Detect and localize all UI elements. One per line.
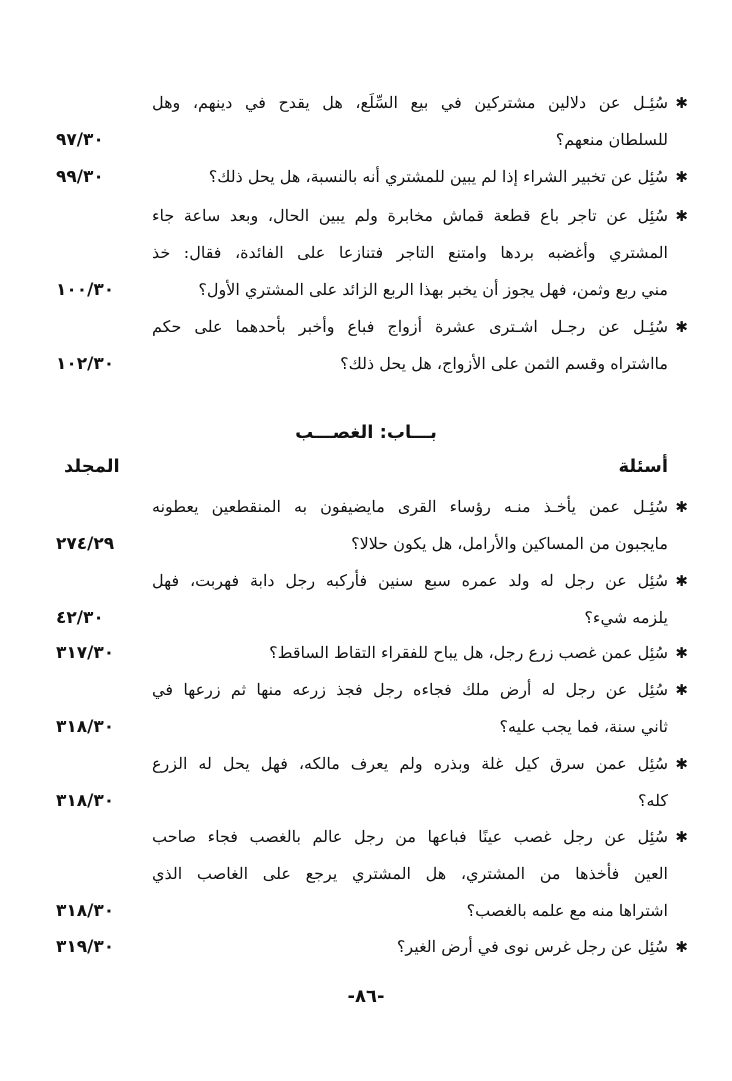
question-line: مايجبون من المساكين والأرامل، هل يكون حلالا؟ — [351, 534, 668, 553]
volume-page-ref: ٤٢/٣٠ — [56, 608, 104, 628]
column-header-questions: أسئلة — [618, 456, 668, 477]
question-line: للسلطان منعهم؟ — [555, 130, 668, 149]
question-line: مااشتراه وقسم الثمن على الأزواج، هل يحل ذلك؟ — [340, 354, 668, 373]
question-line: سُئِل عن رجل له ولد عمره سبع سنين فأركبه رجل دابة فهربت، فهل — [152, 571, 668, 590]
column-header-volume: المجلد — [64, 456, 120, 477]
question-line: سُئِل عن رجل غصب عينًا فباعها من رجل عالم بالغصب فجاء صاحب — [152, 827, 668, 846]
volume-page-ref: ٩٧/٣٠ — [56, 130, 104, 150]
volume-page-ref: ١٠٠/٣٠ — [56, 280, 115, 300]
volume-page-ref: ٣١٩/٣٠ — [56, 937, 115, 957]
volume-page-ref: ٢٧٤/٢٩ — [56, 534, 115, 554]
question-line: اشتراها منه مع علمه بالغصب؟ — [466, 901, 668, 920]
question-line: سُئِـل عن رجـل اشـترى عشرة أزواج فباع وأخبر بأحدهما على حكم — [152, 317, 668, 336]
question-line: سُئِـل عن دلالين مشتركين في بيع السِّلَع، هل يقدح في دينهم، وهل — [152, 93, 668, 112]
question-line: سُئِل عمن سرق كيل غلة وبذره ولم يعرف مالكه، فهل يحل له الزرع — [152, 754, 668, 773]
volume-page-ref: ٣١٨/٣٠ — [56, 791, 115, 811]
question-line: سُئِل عن رجل له أرض ملك فجاءه رجل فجذ زرعه منها ثم زرعها في — [152, 680, 668, 699]
question-line: سُئِل عمن غصب زرع رجل، هل يباح للفقراء التقاط الساقط؟ — [269, 643, 668, 662]
bullet-star-icon: ✱ — [675, 498, 688, 516]
page-number: -٨٦- — [347, 986, 385, 1007]
bullet-star-icon: ✱ — [675, 207, 688, 225]
bullet-star-icon: ✱ — [675, 828, 688, 846]
question-line: سُئِـل عمن يأخـذ منـه رؤساء القرى مايضيفون به المنقطعين يعطونه — [152, 497, 668, 516]
question-line: كله؟ — [638, 791, 668, 810]
volume-page-ref: ٣١٧/٣٠ — [56, 643, 115, 663]
bullet-star-icon: ✱ — [675, 572, 688, 590]
bullet-star-icon: ✱ — [675, 644, 688, 662]
bullet-star-icon: ✱ — [675, 938, 688, 956]
bullet-star-icon: ✱ — [675, 681, 688, 699]
bullet-star-icon: ✱ — [675, 318, 688, 336]
question-line: مني ربع وثمن، فهل يجوز أن يخبر بهذا الربع الزائد على المشتري الأول؟ — [198, 280, 668, 299]
question-line: ثاني سنة، فما يجب عليه؟ — [499, 717, 668, 736]
question-line: يلزمه شيء؟ — [584, 608, 668, 627]
question-line: سُئِل عن تخبير الشراء إذا لم يبين للمشتري أنه بالنسبة، هل يحل ذلك؟ — [208, 167, 668, 186]
volume-page-ref: ٩٩/٣٠ — [56, 167, 104, 187]
bullet-star-icon: ✱ — [675, 94, 688, 112]
section-title: بـــاب: الغصـــب — [295, 422, 437, 443]
question-line: المشتري وأغضبه بردها وامتنع التاجر فتنازعا على الفائدة، فقال: خذ — [152, 243, 668, 262]
bullet-star-icon: ✱ — [675, 755, 688, 773]
bullet-star-icon: ✱ — [675, 168, 688, 186]
question-line: سُئِل عن تاجر باع قطعة قماش مخابرة ولم يبين الحال، وبعد ساعة جاء — [152, 206, 668, 225]
volume-page-ref: ٣١٨/٣٠ — [56, 717, 115, 737]
volume-page-ref: ٣١٨/٣٠ — [56, 901, 115, 921]
volume-page-ref: ١٠٢/٣٠ — [56, 354, 115, 374]
question-line: العين فأخذها من المشتري، هل المشتري يرجع على الغاصب الذي — [152, 864, 668, 883]
question-line: سُئِل عن رجل غرس نوى في أرض الغير؟ — [396, 937, 668, 956]
